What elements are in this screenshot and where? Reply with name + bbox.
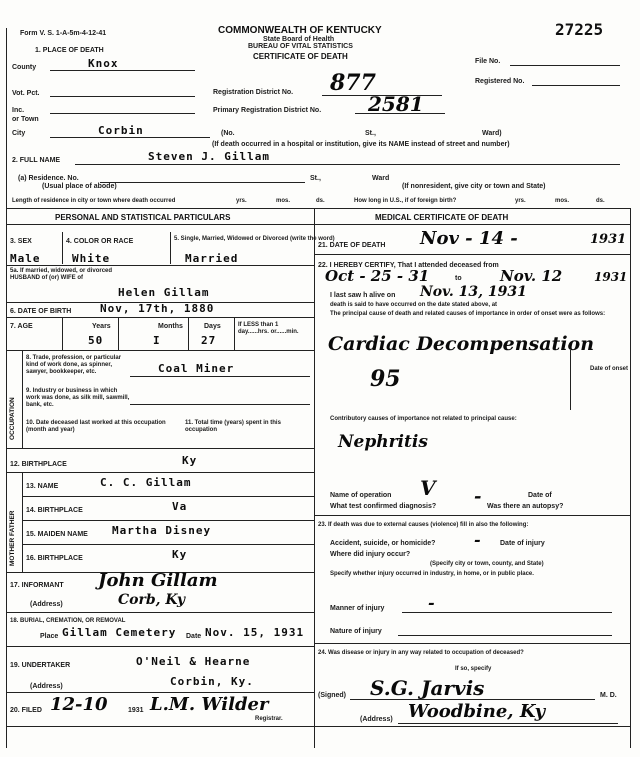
row-line-12 xyxy=(6,646,314,647)
filed-label: 20. FILED xyxy=(10,707,42,714)
st-label: St., xyxy=(365,130,376,137)
med-row-line-3 xyxy=(314,643,630,644)
address-line xyxy=(398,723,618,724)
us-yrs-label: yrs. xyxy=(515,198,526,204)
hospital-note: (If death occurred in a hospital or institution, give its NAME instead of street and number) xyxy=(212,141,510,148)
row-line-13 xyxy=(6,692,314,693)
burial-place-value: Gillam Cemetery xyxy=(62,626,177,639)
city-line xyxy=(50,137,210,138)
physician-address-label: (Address) xyxy=(360,716,393,723)
diagnosis-label: What test confirmed diagnosis? xyxy=(330,503,437,510)
undertaker-address-value: Corbin, Ky. xyxy=(170,675,254,688)
death-occurred-label: death is said to have occurred on the date stated above, at xyxy=(330,302,498,308)
parents-side-label: MOTHER FATHER xyxy=(9,510,16,566)
days-label: Days xyxy=(204,323,221,330)
form-code: Form V. S. 1-A-5m-4-12-41 xyxy=(20,30,107,37)
occupation-side-label: OCCUPATION xyxy=(9,397,16,440)
accident-mark: - xyxy=(474,530,481,549)
if-so-specify-label: If so, specify xyxy=(455,666,492,672)
medical-heading: MEDICAL CERTIFICATE OF DEATH xyxy=(375,213,509,222)
row-line-1 xyxy=(6,265,314,266)
to-label: to xyxy=(455,275,462,282)
last-saw-label: I last saw h alive on xyxy=(330,292,396,299)
length-residence-label: Length of residence in city or town where death occurred xyxy=(12,198,176,204)
age-divider-2 xyxy=(118,317,119,350)
birthplace-label: 12. BIRTHPLACE xyxy=(10,461,67,468)
age-divider-1 xyxy=(62,317,63,350)
residence-label: (a) Residence. No. xyxy=(18,175,79,182)
age-days-value: 27 xyxy=(201,334,217,347)
full-name-value: Steven J. Gillam xyxy=(148,150,270,163)
ward-label: Ward) xyxy=(482,130,502,137)
commonwealth-title: COMMONWEALTH OF KENTUCKY xyxy=(218,25,382,36)
date-onset-label: Date of onset xyxy=(590,366,629,372)
md-label: M. D. xyxy=(600,692,617,699)
heading-bottom-line xyxy=(6,224,630,225)
mother-birthplace-label: 16. BIRTHPLACE xyxy=(26,555,83,562)
cause-intro: The principal cause of death and related causes of importance in order of onset were as follows: xyxy=(330,311,606,317)
us-mos-label: mos. xyxy=(555,198,570,204)
informant-address-label: (Address) xyxy=(30,601,63,608)
nature-label: Nature of injury xyxy=(330,628,382,635)
undertaker-label: 19. UNDERTAKER xyxy=(10,662,71,669)
certificate-number: 27225 xyxy=(555,20,604,39)
operation-mark: V xyxy=(420,476,436,500)
primary-district-value: 2581 xyxy=(368,92,424,116)
age-label: 7. AGE xyxy=(10,323,33,330)
file-no-label: File No. xyxy=(475,58,501,65)
residence-line xyxy=(100,182,305,183)
occupation-label: 8. Trade, profession, or particular kind of work done, as spinner, sawyer, bookkeeper, etc. xyxy=(26,355,122,375)
left-border xyxy=(6,28,7,748)
vot-pct-line xyxy=(50,96,195,97)
accident-label: Accident, suicide, or homicide? xyxy=(330,540,436,547)
marital-label: 5. Single, Married, Widowed or Divorced (write the word) xyxy=(174,236,335,242)
file-no-line xyxy=(510,65,620,66)
attended-from-value: Oct - 25 - 31 xyxy=(325,267,430,285)
primary-district-label: Primary Registration District No. xyxy=(213,107,322,114)
no-label: (No. xyxy=(221,130,235,137)
sex-label: 3. SEX xyxy=(10,238,32,245)
row-line-3 xyxy=(6,317,314,318)
informant-label: 17. INFORMANT xyxy=(10,582,64,589)
burial-label: 18. BURIAL, CREMATION, OR REMOVAL xyxy=(10,618,126,624)
signed-line xyxy=(350,699,595,700)
inc-label: Inc. xyxy=(12,107,25,114)
row-line-9 xyxy=(22,544,314,545)
manner-mark: - xyxy=(428,593,435,612)
vot-pct-label: Vot. Pct. xyxy=(12,90,40,97)
manner-label: Manner of injury xyxy=(330,605,385,612)
length-yrs-label: yrs. xyxy=(236,198,247,204)
marital-value: Married xyxy=(185,252,239,265)
table-bottom-line xyxy=(6,726,630,727)
operation-label: Name of operation xyxy=(330,492,392,499)
occupation-side-divider xyxy=(22,350,23,448)
length-ds-label: ds. xyxy=(316,198,325,204)
external-causes-label: 23. If death was due to external causes (violence) fill in also the following: xyxy=(318,522,529,528)
certify-label: 22. I HEREBY CERTIFY, That I attended deceased from xyxy=(318,262,499,269)
color-divider xyxy=(170,232,171,264)
date-of-death-label: 21. DATE OF DEATH xyxy=(318,242,386,249)
row-line-11 xyxy=(6,612,314,613)
certificate-title: CERTIFICATE OF DEATH xyxy=(253,52,348,61)
place-of-death-label: 1. PLACE OF DEATH xyxy=(35,47,104,54)
length-mos-label: mos. xyxy=(276,198,291,204)
filed-date: 12-10 xyxy=(50,694,108,715)
filed-year: 1931 xyxy=(128,707,144,714)
where-injury-label: Where did injury occur? xyxy=(330,551,411,558)
years-label: Years xyxy=(92,323,111,330)
total-time-label: 11. Total time (years) spent in this occupation xyxy=(185,420,281,433)
row-line-7 xyxy=(22,496,314,497)
spouse-value: Helen Gillam xyxy=(118,286,210,299)
physician-address: Woodbine, Ky xyxy=(408,701,546,722)
mother-name-label: 15. MAIDEN NAME xyxy=(26,531,88,538)
full-name-line xyxy=(75,164,620,165)
attended-to-year: 1931 xyxy=(594,270,628,284)
burial-place-label: Place xyxy=(40,633,59,640)
last-saw-value: Nov. 13, 1931 xyxy=(420,284,527,300)
nonresident-label: (If nonresident, give city or town and State) xyxy=(402,183,546,190)
sex-value: Male xyxy=(10,252,41,265)
injury-date-label: Date of injury xyxy=(500,540,545,547)
mother-name-value: Martha Disney xyxy=(112,524,212,537)
registration-district-label: Registration District No. xyxy=(213,89,294,96)
date-of-death-value: Nov - 14 - xyxy=(420,228,518,249)
registration-district-value: 877 xyxy=(330,70,376,96)
undertaker-value: O'Neil & Hearne xyxy=(136,655,251,668)
color-value: White xyxy=(72,252,111,265)
usual-abode-label: (Usual place of abode) xyxy=(42,183,117,190)
age-years-value: 50 xyxy=(88,334,104,347)
manner-line xyxy=(402,612,612,613)
father-name-label: 13. NAME xyxy=(26,483,59,490)
nature-line xyxy=(398,635,612,636)
row-line-8 xyxy=(22,520,314,521)
attended-to-value: Nov. 12 xyxy=(500,267,563,285)
signed-label: (Signed) xyxy=(318,692,346,699)
center-divider xyxy=(314,208,315,748)
months-label: Months xyxy=(158,323,183,330)
occupation-line xyxy=(130,376,310,377)
burial-date-label: Date xyxy=(186,633,202,640)
birthplace-value: Ky xyxy=(182,454,198,467)
date-of-death-year: 1931 xyxy=(590,232,627,247)
last-worked-label: 10. Date deceased last worked at this occupation (month and year) xyxy=(26,420,166,433)
spouse-label: 5a. If married, widowed, or divorced HUSBAND of (or) WIFE of xyxy=(10,268,113,281)
undertaker-address-label: (Address) xyxy=(30,683,63,690)
inc-line xyxy=(50,113,195,114)
parents-side-divider xyxy=(22,472,23,572)
informant-address: Corb, Ky xyxy=(118,592,186,608)
full-name-label: 2. FULL NAME xyxy=(12,157,61,164)
med-row-line-2 xyxy=(314,515,630,516)
city-value: Corbin xyxy=(98,124,144,137)
informant-signature: John Gillam xyxy=(98,570,218,591)
sex-divider xyxy=(62,232,63,264)
industry-line xyxy=(130,404,310,405)
duration-divider xyxy=(570,350,571,410)
contributory-label: Contributory causes of importance not related to principal cause: xyxy=(330,416,517,422)
father-birthplace-value: Va xyxy=(172,500,188,513)
mother-birthplace-value: Ky xyxy=(172,548,188,561)
registered-no-label: Registered No. xyxy=(475,78,525,85)
if-less-label: If LESS than 1 day......hrs. or......min. xyxy=(238,322,299,335)
occupation-value: Coal Miner xyxy=(158,362,235,375)
dob-label: 6. DATE OF BIRTH xyxy=(10,308,72,315)
dob-value: Nov, 17th, 1880 xyxy=(100,302,215,315)
bureau-title: BUREAU OF VITAL STATISTICS xyxy=(248,43,353,50)
color-label: 4. COLOR OR RACE xyxy=(66,238,134,245)
age-divider-3 xyxy=(188,317,189,350)
city-label: City xyxy=(12,130,26,137)
cause-of-death: Cardiac Decompensation xyxy=(328,333,595,355)
row-line-6 xyxy=(6,472,314,473)
right-border xyxy=(630,208,631,748)
primary-district-line xyxy=(355,113,445,114)
autopsy-label: Was there an autopsy? xyxy=(487,503,564,510)
industry-label: 9. Industry or business in which work was done, as silk mill, sawmill, bank, etc. xyxy=(26,388,130,408)
occupational-label: 24. Was disease or injury in any way related to occupation of deceased? xyxy=(318,650,524,656)
registrar-label: Registrar. xyxy=(255,716,283,722)
registrar-signature: L.M. Wilder xyxy=(150,694,269,715)
county-value: Knox xyxy=(88,57,119,70)
contributory-value: Nephritis xyxy=(338,432,428,452)
county-label: County xyxy=(12,64,37,71)
physician-signature: S.G. Jarvis xyxy=(370,676,485,700)
specify-industry-label: Specify whether injury occurred in industry, in home, or in public place. xyxy=(330,571,534,577)
age-divider-4 xyxy=(234,317,235,350)
table-top-line xyxy=(6,208,630,209)
board-title: State Board of Health xyxy=(263,36,335,43)
row-line-4 xyxy=(6,350,314,351)
specify-place-label: (Specify city or town, county, and State) xyxy=(430,561,544,567)
residence-ward-label: Ward xyxy=(372,175,390,182)
row-line-5 xyxy=(6,448,314,449)
operation-date-label: Date of xyxy=(528,492,552,499)
town-label: or Town xyxy=(12,116,39,123)
age-months-value: I xyxy=(153,334,161,347)
med-row-line-1 xyxy=(314,254,630,255)
burial-date-value: Nov. 15, 1931 xyxy=(205,626,305,639)
father-birthplace-label: 14. BIRTHPLACE xyxy=(26,507,83,514)
father-name-value: C. C. Gillam xyxy=(100,476,192,489)
how-long-us-label: How long in U.S., if of foreign birth? xyxy=(354,198,457,204)
registered-no-line xyxy=(532,85,620,86)
residence-st-label: St., xyxy=(310,175,321,182)
personal-heading: PERSONAL AND STATISTICAL PARTICULARS xyxy=(55,213,231,222)
diagnosis-mark: - xyxy=(474,486,482,507)
us-ds-label: ds. xyxy=(596,198,605,204)
county-line xyxy=(50,70,195,71)
cause-duration: 95 xyxy=(370,366,401,392)
